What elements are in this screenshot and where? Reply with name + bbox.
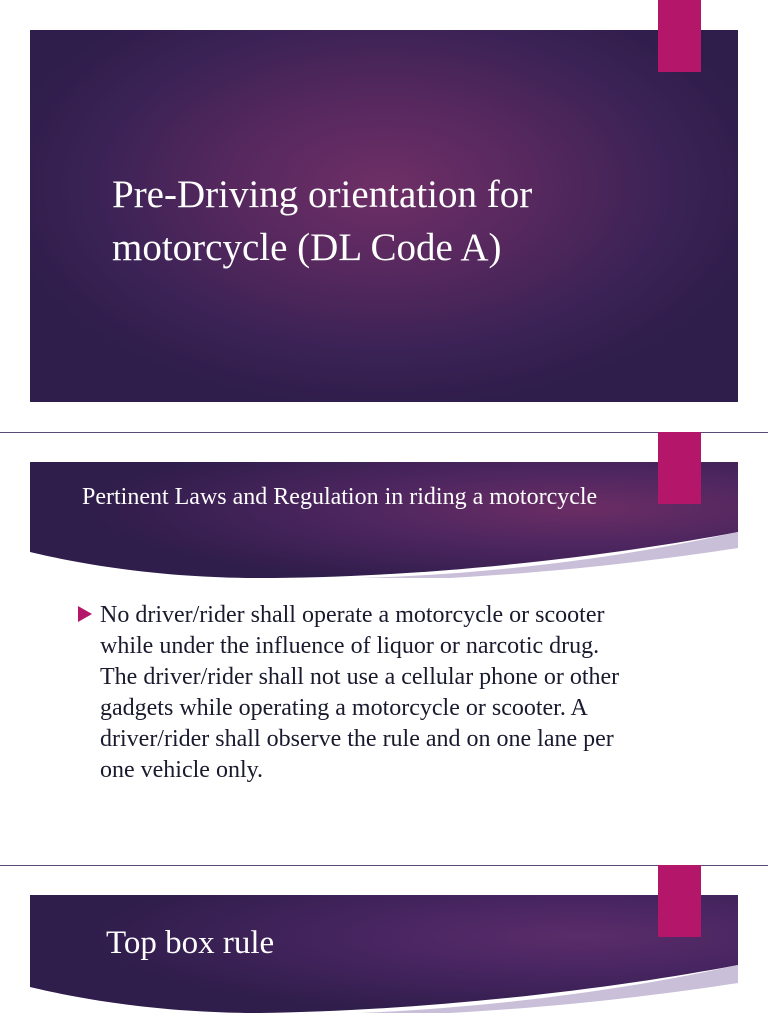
slide-header-text: Top box rule [106,925,275,961]
bullet-arrow-icon [78,606,92,622]
slide-top-box [0,865,768,1024]
slide-title [0,0,768,432]
accent-tab [658,0,701,72]
bullet-text: No driver/rider shall operate a motorcycle or scooter while under the influence of liquor or narcotic drug. The driver/rider shall not use a cellular phone or other gadgets while operating a motorcycle or scooter. A driver/rider shall observe the rule and on one lane per one vehicle only. [100,602,620,783]
slide-header-text: Pertinent Laws and Regulation in riding a motorcycle [82,484,598,510]
bullet-item [78,600,638,786]
accent-tab [658,865,701,937]
accent-tab [658,432,701,504]
slide-laws [0,432,768,865]
slide-title-text: Pre-Driving orientation for motorcycle (DL Code A) [112,173,533,269]
